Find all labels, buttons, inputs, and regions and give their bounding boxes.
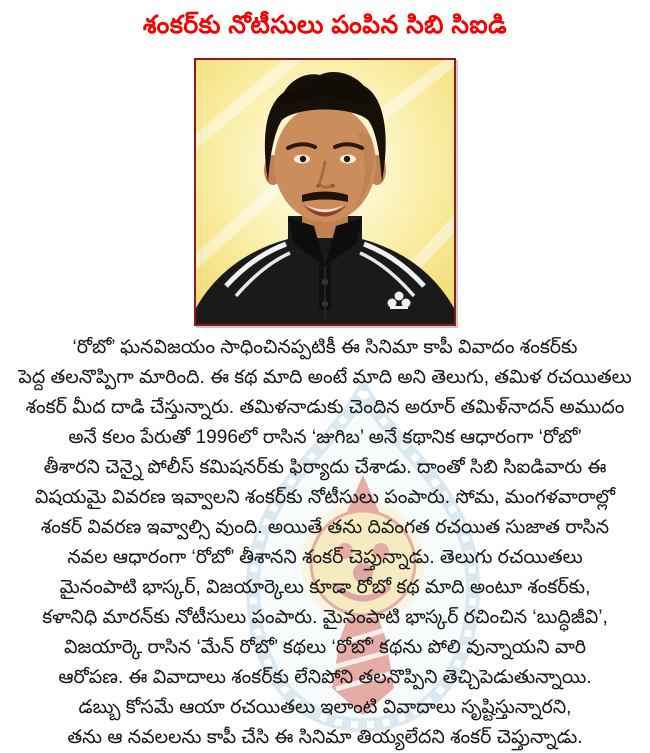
article-line: అనే కలం పేరుతో 1996లో రాసిన ‘జుగిబ’ అనే కథానిక ఆధారంగా ‘రోబో’ xyxy=(68,427,582,448)
article-line: మైనంపాటి భాస్కర్, విజయార్కెలు కూడా రోబో కథ మాది అంటూ శంకర్‌కు, xyxy=(59,577,591,598)
article-line: డబ్బు కోసమే ఆయా రచయితలు ఇలాంటి వివాదాలు సృష్టిస్తున్నారని, xyxy=(78,697,572,718)
article-line: విషయమై వివరణ ఇవ్వాలని శంకర్‌కు నోటీసులు పంపారు. సోమ, మంగళవారాల్లో xyxy=(34,487,616,508)
article-line: నవల ఆధారంగా ‘రోబో’ తీశానని శంకర్ చెప్తున్నాడు. తెలుగు రచయితలు xyxy=(67,547,583,568)
article-line: పెద్ద తలనొప్పిగా మారింది. ఈ కథ మాది అంటే మాది అని తెలుగు, తమిళ రచయితలు xyxy=(18,367,632,388)
article-body xyxy=(0,333,650,753)
article-line: ‘రోబో’ ఘనవిజయం సాధించినప్పటికీ ఈ సినిమా కాపీ వివాదం శంకర్‌కు xyxy=(72,337,578,358)
article-line: ఆరోపణ. ఈ వివాదాలు శంకర్‌కు లేనిపోని తలనొప్పిని తెచ్చిపెడుతున్నాయి. xyxy=(58,667,592,688)
portrait-photo-frame xyxy=(194,58,456,326)
article-line: కళానిధి మారన్‌కు నోటీసులు పంపారు. మైనంపాటి భాస్కర్ రచించిన ‘బుద్ధిజీవి’, xyxy=(42,607,608,628)
article-line: శంకర్ మీద దాడి చేస్తున్నారు. తమిళనాడుకు చెందిన అరూర్ తమిళ్‌నాదన్ అముదం xyxy=(25,397,625,418)
portrait-photo xyxy=(196,60,454,324)
article-line: శంకర్ వివరణ ఇవ్వాల్సి వుంది. అయితే తను దివంగత రచయిత సుజాత రాసిన xyxy=(40,517,610,538)
article-line: తను ఆ నవలలను కాపీ చేసి ఈ సినిమా తియ్యలేదని శంకర్ చెప్తున్నాడు. xyxy=(67,727,583,748)
page-title: శంకర్‌కు నోటీసులు పంపిన సిబి సిఐడి xyxy=(142,11,508,39)
article-line: విజయార్కె రాసిన ‘మేన్ రోబో’ కథలు ‘రోబో’ కథను పోలి వున్నాయని వారి xyxy=(63,637,587,658)
article-line: తీశారని చెన్నై పోలీస్ కమిషనర్‌కు ఫిర్యాదు చేశాడు. దాంతో సిబి సిఐడివారు ఈ xyxy=(43,457,607,478)
